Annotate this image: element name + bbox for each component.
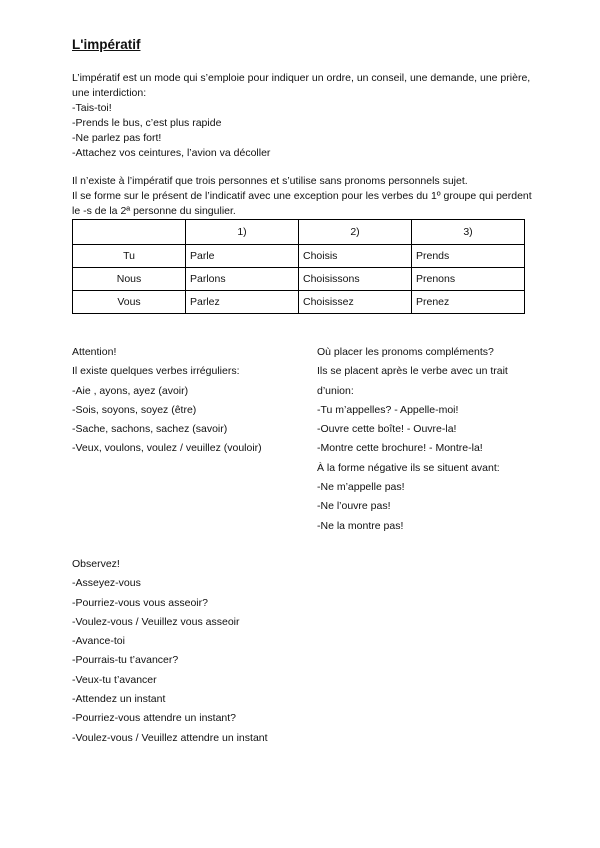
pronouns-line: Où placer les pronoms compléments?: [317, 346, 494, 358]
intro-example: -Ne parlez pas fort!: [72, 132, 162, 144]
pronouns-line: -Tu m’appelles? - Appelle-moi!: [317, 403, 459, 416]
irregular-line: -Veux, voulons, voulez / veuillez (vouloir): [72, 442, 262, 455]
table-header-cell: [73, 220, 186, 245]
observez-section: [72, 555, 372, 748]
observez-line: -Voulez-vous / Veuillez attendre un instant: [72, 731, 268, 744]
table-header-cell: 2): [299, 220, 412, 245]
table-header-cell: 3): [412, 220, 525, 245]
pronouns-line: -Ne la montre pas!: [317, 519, 404, 532]
table-cell: Choisissez: [299, 291, 412, 314]
page-title: L'impératif: [72, 37, 141, 52]
table-cell: Prends: [412, 245, 525, 268]
irregular-line: Attention!: [72, 346, 117, 358]
intro-paragraph: L’impératif est un mode qui s’emploie pour indiquer un ordre, un conseil, une demande, une prière, une interdiction:: [72, 72, 531, 99]
irregular-line: -Sois, soyons, soyez (être): [72, 403, 197, 416]
observez-line: Observez!: [72, 558, 120, 570]
table-row: [73, 291, 525, 314]
observez-line: -Voulez-vous / Veuillez vous asseoir: [72, 615, 240, 628]
pronouns-line: -Ouvre cette boîte! - Ouvre-la!: [317, 423, 457, 436]
observez-line: -Veux-tu t’avancer: [72, 673, 157, 686]
irregular-line: -Sache, sachons, sachez (savoir): [72, 423, 228, 436]
irregular-line: Il existe quelques verbes irréguliers:: [72, 365, 240, 378]
observez-line: -Pourriez-vous vous asseoir?: [72, 596, 208, 609]
pronouns-section: [317, 343, 537, 536]
rules-line: Il n’existe à l’impératif que trois personnes et s’utilise sans pronoms personnels sujet.: [72, 175, 468, 187]
table-header-cell: 1): [186, 220, 299, 245]
rules-section: [72, 174, 532, 219]
table-pronoun-cell: Tu: [73, 245, 186, 268]
table-cell: Choisissons: [299, 268, 412, 291]
intro-section: [72, 71, 532, 161]
table-row: [73, 245, 525, 268]
observez-line: -Pourrais-tu t’avancer?: [72, 654, 179, 667]
rules-line: Il se forme sur le présent de l’indicatif avec une exception pour les verbes du 1º groupe qui perdent le -s de la 2ª personne du singulier.: [72, 190, 532, 217]
irregular-verbs-section: [72, 343, 302, 459]
table-header-row: [73, 220, 525, 245]
table-cell: Parlons: [186, 268, 299, 291]
table-pronoun-cell: Vous: [73, 291, 186, 314]
table-cell: Prenons: [412, 268, 525, 291]
intro-example: -Prends le bus, c’est plus rapide: [72, 117, 222, 129]
pronouns-line: À la forme négative ils se situent avant:: [317, 461, 500, 474]
observez-line: -Avance-toi: [72, 635, 125, 648]
table-cell: Parle: [186, 245, 299, 268]
conjugation-table: [72, 219, 525, 314]
table-cell: Parlez: [186, 291, 299, 314]
observez-line: -Pourriez-vous attendre un instant?: [72, 712, 237, 725]
pronouns-line: -Montre cette brochure! - Montre-la!: [317, 442, 483, 455]
pronouns-line: -Ne l’ouvre pas!: [317, 500, 391, 513]
intro-example: -Attachez vos ceintures, l’avion va décoller: [72, 147, 271, 159]
pronouns-line: Ils se placent après le verbe avec un trait d’union:: [317, 365, 508, 397]
table-row: [73, 268, 525, 291]
irregular-line: -Aie , ayons, ayez (avoir): [72, 384, 189, 397]
observez-line: -Attendez un instant: [72, 693, 166, 706]
table-cell: Prenez: [412, 291, 525, 314]
table-cell: Choisis: [299, 245, 412, 268]
intro-example: -Tais-toi!: [72, 102, 112, 114]
observez-line: -Asseyez-vous: [72, 577, 141, 590]
pronouns-line: -Ne m’appelle pas!: [317, 481, 405, 494]
table-pronoun-cell: Nous: [73, 268, 186, 291]
